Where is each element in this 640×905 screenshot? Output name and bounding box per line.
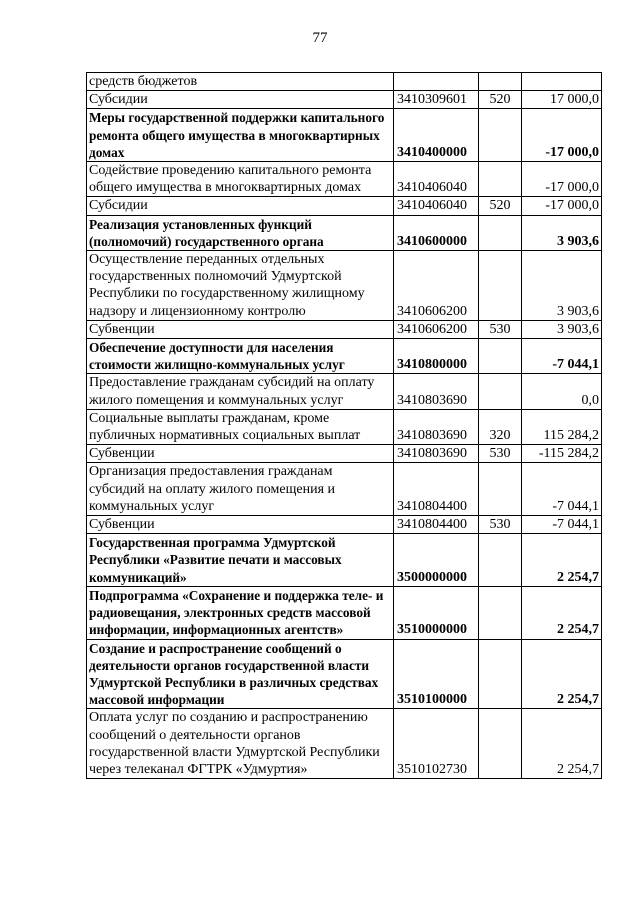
row-expense-type-cell: 530 [479, 320, 522, 338]
row-amount-cell: 3 903,6 [522, 251, 602, 321]
row-name-cell: Подпрограмма «Сохранение и поддержка теле- и радиовещания, электронных средств массовой информации, информационных агентств» [87, 586, 394, 639]
row-amount-cell: -115 284,2 [522, 445, 602, 463]
row-amount-cell: 2 254,7 [522, 534, 602, 587]
row-name-cell: Социальные выплаты гражданам, кроме публичных нормативных социальных выплат [87, 409, 394, 444]
row-name-cell: Субвенции [87, 445, 394, 463]
row-amount-cell: 3 903,6 [522, 320, 602, 338]
row-amount-cell: 17 000,0 [522, 91, 602, 109]
page-number: 77 [312, 30, 328, 46]
row-amount-cell: -7 044,1 [522, 339, 602, 374]
row-code-cell [394, 73, 479, 91]
table-row [87, 374, 602, 409]
row-amount-cell: 0,0 [522, 374, 602, 409]
row-name-cell: Предоставление гражданам субсидий на оплату жилого помещения и коммунальных услуг [87, 374, 394, 409]
row-name-cell: Оплата услуг по созданию и распространению сообщений о деятельности органов государственной власти Удмуртской Республики через телеканал ФГТРК «Удмуртия» [87, 709, 394, 779]
row-amount-cell: -17 000,0 [522, 109, 602, 162]
table-row [87, 91, 602, 109]
row-amount-cell: -7 044,1 [522, 516, 602, 534]
table-row [87, 516, 602, 534]
row-expense-type-cell [479, 586, 522, 639]
row-code-cell: 3410400000 [394, 109, 479, 162]
row-name-cell: Субсидии [87, 91, 394, 109]
row-amount-cell: -17 000,0 [522, 162, 602, 197]
row-name-cell: Организация предоставления гражданам субсидий на оплату жилого помещения и коммунальных услуг [87, 463, 394, 516]
row-expense-type-cell [479, 709, 522, 779]
row-expense-type-cell [479, 374, 522, 409]
table-row [87, 215, 602, 250]
row-amount-cell: 2 254,7 [522, 639, 602, 709]
row-expense-type-cell [479, 215, 522, 250]
row-amount-cell: 3 903,6 [522, 215, 602, 250]
row-name-cell: Содействие проведению капитального ремонта общего имущества в многоквартирных домах [87, 162, 394, 197]
row-expense-type-cell [479, 251, 522, 321]
table-body [87, 73, 602, 779]
row-expense-type-cell: 530 [479, 516, 522, 534]
table-row [87, 197, 602, 215]
table-row [87, 339, 602, 374]
row-amount-cell: -17 000,0 [522, 197, 602, 215]
row-expense-type-cell [479, 162, 522, 197]
row-code-cell: 3500000000 [394, 534, 479, 587]
row-expense-type-cell [479, 463, 522, 516]
row-name-cell: средств бюджетов [87, 73, 394, 91]
row-code-cell: 3410804400 [394, 516, 479, 534]
row-amount-cell: 2 254,7 [522, 586, 602, 639]
row-amount-cell: 115 284,2 [522, 409, 602, 444]
row-code-cell: 3510102730 [394, 709, 479, 779]
row-amount-cell [522, 73, 602, 91]
row-expense-type-cell: 520 [479, 91, 522, 109]
row-code-cell: 3410804400 [394, 463, 479, 516]
row-expense-type-cell [479, 534, 522, 587]
row-name-cell: Создание и распространение сообщений о деятельности органов государственной власти Удмуртской Республики в различных средствах массовой информации [87, 639, 394, 709]
row-code-cell: 3410803690 [394, 374, 479, 409]
row-code-cell: 3410600000 [394, 215, 479, 250]
row-code-cell: 3410803690 [394, 445, 479, 463]
row-expense-type-cell [479, 73, 522, 91]
table-row [87, 445, 602, 463]
row-name-cell: Субвенции [87, 516, 394, 534]
table-row [87, 109, 602, 162]
row-expense-type-cell: 520 [479, 197, 522, 215]
row-code-cell: 3410606200 [394, 251, 479, 321]
row-expense-type-cell [479, 109, 522, 162]
table-row [87, 162, 602, 197]
row-code-cell: 3410803690 [394, 409, 479, 444]
table-row [87, 409, 602, 444]
row-amount-cell: 2 254,7 [522, 709, 602, 779]
table-row [87, 320, 602, 338]
row-expense-type-cell [479, 639, 522, 709]
row-code-cell: 3510100000 [394, 639, 479, 709]
row-code-cell: 3410406040 [394, 197, 479, 215]
row-amount-cell: -7 044,1 [522, 463, 602, 516]
table-row [87, 73, 602, 91]
table-row [87, 709, 602, 779]
row-code-cell: 3410800000 [394, 339, 479, 374]
row-code-cell: 3510000000 [394, 586, 479, 639]
row-name-cell: Субвенции [87, 320, 394, 338]
table-row [87, 534, 602, 587]
row-expense-type-cell: 530 [479, 445, 522, 463]
row-name-cell: Субсидии [87, 197, 394, 215]
budget-table [86, 72, 602, 779]
table-row [87, 586, 602, 639]
row-code-cell: 3410309601 [394, 91, 479, 109]
table-row [87, 463, 602, 516]
row-name-cell: Меры государственной поддержки капитального ремонта общего имущества в многоквартирных домах [87, 109, 394, 162]
row-code-cell: 3410406040 [394, 162, 479, 197]
row-name-cell: Реализация установленных функций (полномочий) государственного органа [87, 215, 394, 250]
table-row [87, 639, 602, 709]
row-expense-type-cell [479, 339, 522, 374]
row-name-cell: Обеспечение доступности для населения стоимости жилищно-коммунальных услуг [87, 339, 394, 374]
row-code-cell: 3410606200 [394, 320, 479, 338]
row-name-cell: Государственная программа Удмуртской Республики «Развитие печати и массовых коммуникаций» [87, 534, 394, 587]
row-name-cell: Осуществление переданных отдельных государственных полномочий Удмуртской Республики по государственному жилищному надзору и лицензионному контролю [87, 251, 394, 321]
table-row [87, 251, 602, 321]
row-expense-type-cell: 320 [479, 409, 522, 444]
